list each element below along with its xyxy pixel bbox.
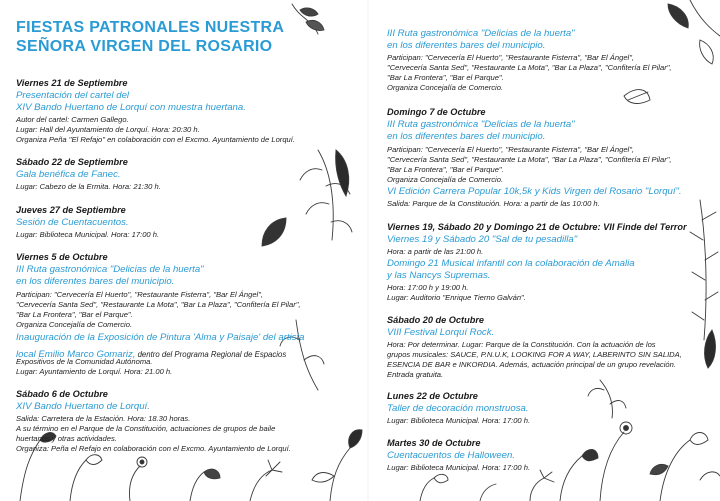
event-title: VI Edición Carrera Popular 10k,5k y Kids Virgen del Rosario "Lorquí". bbox=[387, 186, 682, 197]
event-detail: Lugar: Ayuntamiento de Lorquí. Hora: 21.00 h. bbox=[16, 367, 173, 376]
event-title: III Ruta gastronómica "Delicias de la huerta" bbox=[387, 119, 575, 130]
event-detail: dentro del Programa Regional de Espacios bbox=[135, 350, 287, 359]
event-detail: Organiza Peña "El Refajo" en colaboración con el Excmo. Ayuntamiento de Lorquí. bbox=[16, 135, 295, 144]
event-detail: Participan: "Cervecería El Huerto", "Restaurante Fisterra", "Bar El Ángel", bbox=[387, 145, 635, 154]
event-detail: Hora: Por determinar. Lugar: Parque de la Constitución. Con la actuación de los bbox=[387, 340, 656, 349]
event-title: Domingo 21 Musical infantil con la colaboración de Amalia bbox=[387, 258, 635, 269]
event-date: Viernes 5 de Octubre bbox=[16, 252, 108, 262]
event-detail: A su término en el Parque de la Constitución, actuaciones de grupos de baile bbox=[16, 424, 276, 433]
event-date: Domingo 7 de Octubre bbox=[387, 107, 486, 117]
event-title: Gala benéfica de Fanec. bbox=[16, 169, 121, 180]
event-detail: Lugar: Biblioteca Municipal. Hora: 17:00 h. bbox=[387, 416, 531, 425]
event-detail: "Cervecería Santa Sed", "Restaurante La Mota", "Bar La Plaza", "Confitería El Pilar", bbox=[387, 63, 672, 72]
event-title: XIV Bando Huertano de Lorquí con muestra huertana. bbox=[16, 102, 246, 113]
event-detail: Organiza Concejalía de Comercio. bbox=[387, 175, 504, 184]
title-line-1: FIESTAS PATRONALES NUESTRA bbox=[16, 19, 285, 36]
event-title: Inauguración de la Exposición de Pintura 'Alma y Paisaje' del artista bbox=[16, 332, 305, 343]
event-title: en los diferentes bares del municipio. bbox=[387, 131, 546, 142]
event-title: VIII Festival Lorquí Rock. bbox=[387, 327, 495, 338]
event-title: en los diferentes bares del municipio. bbox=[16, 276, 175, 287]
event-date: Viernes 21 de Septiembre bbox=[16, 78, 128, 88]
event-date: Jueves 27 de Septiembre bbox=[16, 205, 126, 215]
event-date: Lunes 22 de Octubre bbox=[387, 391, 478, 401]
event-title: XIV Bando Huertano de Lorquí. bbox=[16, 401, 150, 412]
event-detail: Entrada gratuita. bbox=[387, 370, 444, 379]
event-title: III Ruta gastronómica "Delicias de la huerta" bbox=[16, 264, 204, 275]
event-detail: Lugar: Hall del Ayuntamiento de Lorquí. Hora: 20:30 h. bbox=[16, 125, 200, 134]
event-detail: Organiza Concejalía de Comercio. bbox=[387, 83, 504, 92]
event-detail: Lugar: Auditorio "Enrique Tierno Galván". bbox=[387, 293, 526, 302]
event-detail: Hora: a partir de las 21:00 h. bbox=[387, 247, 484, 256]
event-detail: Lugar: Cabezo de la Ermita. Hora: 21:30 h. bbox=[16, 182, 161, 191]
event-date: Sábado 20 de Octubre bbox=[387, 315, 485, 325]
event-title: Taller de decoración monstruosa. bbox=[387, 403, 529, 414]
event-detail: "Bar La Frontera", "Bar el Parque". bbox=[387, 73, 504, 82]
event-title: Cuentacuentos de Halloween. bbox=[387, 450, 516, 461]
event-detail: Autor del cartel: Carmen Gallego. bbox=[16, 115, 129, 124]
event-title: Viernes 19 y Sábado 20 "Sal de tu pesadilla" bbox=[387, 234, 578, 245]
event-detail: Organiza Concejalía de Comercio. bbox=[16, 320, 133, 329]
event-date: Sábado 6 de Octubre bbox=[16, 389, 108, 399]
event-detail: "Cervecería Santa Sed", "Restaurante La Mota", "Bar La Plaza", "Confitería El Pilar", bbox=[387, 155, 672, 164]
event-detail: huertanos y otras actividades. bbox=[16, 434, 117, 443]
event-detail: ESENCIA DE BAR e INKORDIA. Además, actuación principal de un grupo revelación. bbox=[387, 360, 676, 369]
event-detail: "Bar La Frontera", "Bar el Parque". bbox=[387, 165, 504, 174]
event-title: Presentación del cartel del bbox=[16, 90, 130, 101]
event-detail: Participan: "Cervecería El Huerto", "Restaurante Fisterra", "Bar El Ángel", bbox=[16, 290, 264, 299]
event-detail: Hora: 17:00 h y 19:00 h. bbox=[387, 283, 469, 292]
event-detail: grupos musicales: SAUCE, P.N.U.K, LOOKING FOR A WAY, LABERINTO SIN SALIDA, bbox=[387, 350, 682, 359]
title-line-2: SEÑORA VIRGEN DEL ROSARIO bbox=[16, 38, 273, 55]
event-title: Sesión de Cuentacuentos. bbox=[16, 217, 129, 228]
page-title bbox=[16, 18, 284, 56]
event-title: y las Nancys Supremas. bbox=[387, 270, 491, 281]
event-detail: "Bar La Frontera", "Bar el Parque". bbox=[16, 310, 133, 319]
event-detail: Organiza: Peña el Refajo en colaboración con el Excmo. Ayuntamiento de Lorquí. bbox=[16, 444, 291, 453]
event-detail: Expositivos de la Comunidad Autónoma. bbox=[16, 357, 153, 366]
event-detail: Salida: Carretera de la Estación. Hora: 18.30 horas. bbox=[16, 414, 191, 423]
event-title: en los diferentes bares del municipio. bbox=[387, 40, 546, 51]
event-detail: Lugar: Biblioteca Municipal. Hora: 17:00 h. bbox=[16, 230, 160, 239]
event-detail: "Cervecería Santa Sed", "Restaurante La Mota", "Bar La Plaza", "Confitería El Pilar", bbox=[16, 300, 301, 309]
event-title: III Ruta gastronómica "Delicias de la huerta" bbox=[387, 28, 575, 39]
event-date: Martes 30 de Octubre bbox=[387, 438, 481, 448]
event-detail: Lugar: Biblioteca Municipal. Hora: 17:00 h. bbox=[387, 463, 531, 472]
artist-name: local Emilio Marco Gomariz, bbox=[16, 349, 136, 360]
event-detail: Participan: "Cervecería El Huerto", "Restaurante Fisterra", "Bar El Ángel", bbox=[387, 53, 635, 62]
event-date: Sábado 22 de Septiembre bbox=[16, 157, 128, 167]
event-date: Viernes 19, Sábado 20 y Domingo 21 de Octubre: VII Finde del Terror bbox=[387, 222, 687, 232]
event-detail: Salida: Parque de la Constitución. Hora: a partir de las 10:00 h. bbox=[387, 199, 600, 208]
